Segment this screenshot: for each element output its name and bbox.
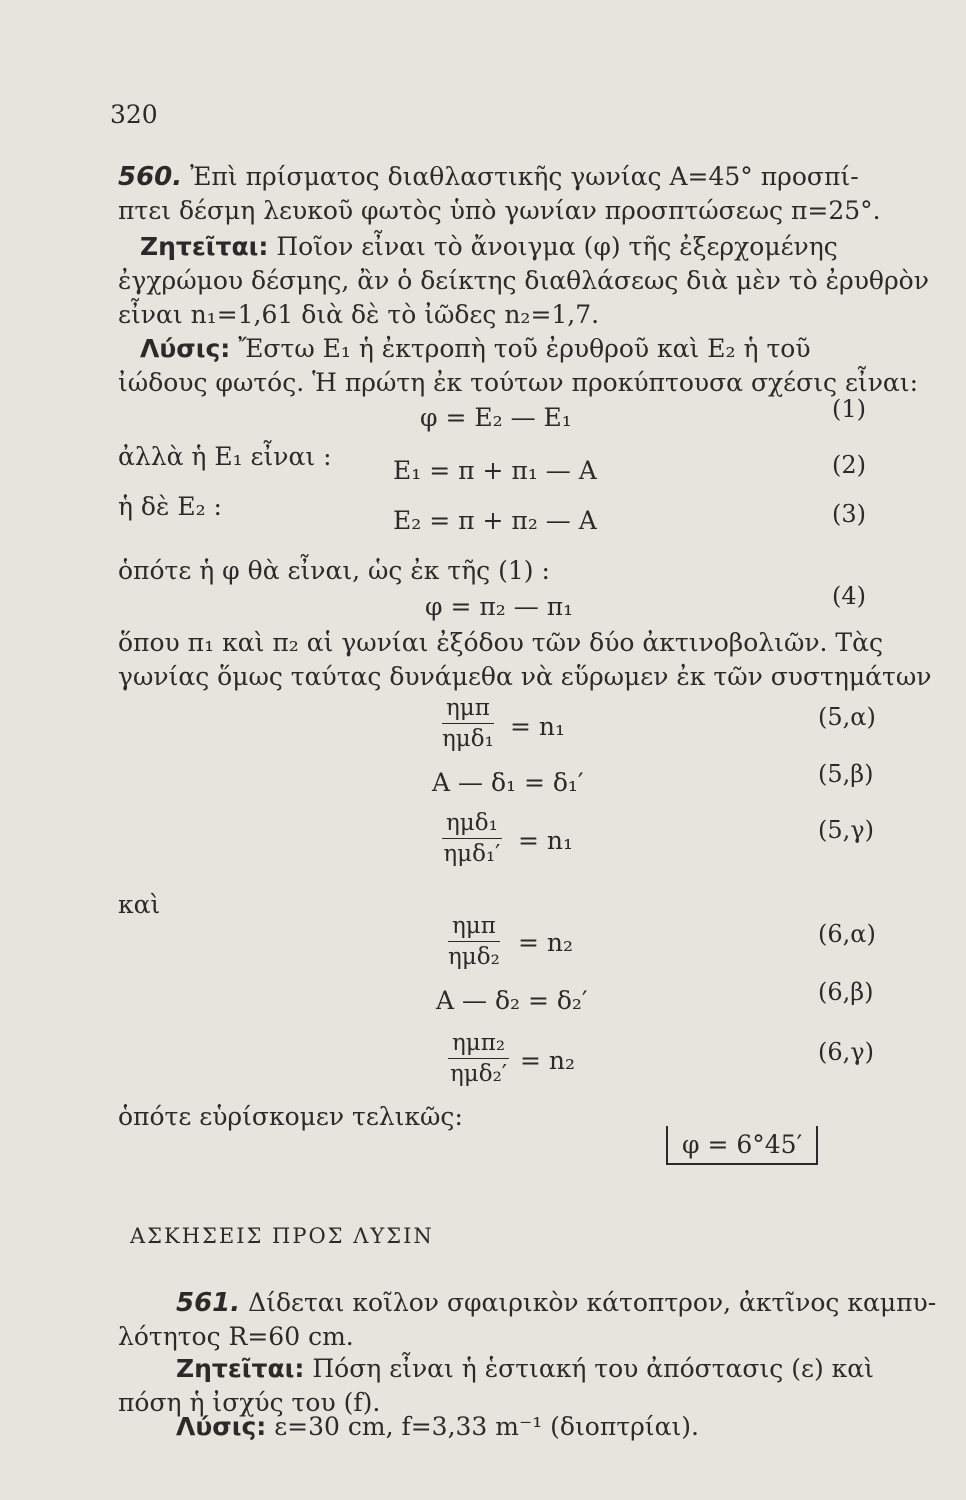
equation-6c-number: (6,γ) <box>818 1038 874 1066</box>
final-result-box <box>666 1126 818 1165</box>
problem-560-asked-line3: εἶναι n₁=1,61 διὰ δὲ τὸ ἰῶδες n₂=1,7. <box>118 300 600 329</box>
equation-5c-denominator: ημδ₁′ <box>443 841 501 867</box>
equation-6b-number: (6,β) <box>818 978 874 1006</box>
text-opou-line2: γωνίας ὅμως ταύτας δυνάμεθα νὰ εὕρωμεν ἐκ τῶν συστημάτων <box>118 662 932 691</box>
equation-5a-rhs: = n₁ <box>510 712 566 741</box>
equation-2: Ε₁ = π + π₁ — Α <box>393 456 597 485</box>
equation-5a-fraction <box>442 695 494 752</box>
asked-text-1: Ποῖον εἶναι τὸ ἄνοιγμα (φ) τῆς ἐξερχομένης <box>276 232 838 261</box>
equation-5c-rhs: = n₁ <box>518 826 574 855</box>
text-opote: ὁπότε ἡ φ θὰ εἶναι, ὡς ἐκ τῆς (1) : <box>118 556 550 585</box>
equation-6a-fraction <box>448 913 500 970</box>
problem-560-line1 <box>118 160 859 194</box>
equation-1-number: (1) <box>832 395 866 423</box>
problem-561-solution <box>176 1410 699 1444</box>
problem-561-statement-1: Δίδεται κοῖλον σφαιρικὸν κάτοπτρον, ἀκτῖνος καμπυ- <box>248 1288 937 1317</box>
equation-5a-number: (5,α) <box>818 703 876 731</box>
equation-6a-denominator: ημδ₂ <box>448 944 500 970</box>
text-de: ἡ δὲ Ε₂ : <box>118 492 222 521</box>
equation-3: Ε₂ = π + π₂ — Α <box>393 506 597 535</box>
problem-560-asked-line1 <box>140 230 838 264</box>
equation-6a-numerator: ημπ <box>448 913 500 942</box>
problem-561-asked-line2: πόση ἡ ἰσχύς του (f). <box>118 1388 381 1417</box>
equation-6c-fraction <box>448 1030 509 1087</box>
equation-6c-numerator: ημπ₂ <box>448 1030 509 1059</box>
problem-560-solution-line1 <box>140 332 811 366</box>
equation-5b-number: (5,β) <box>818 760 874 788</box>
equation-1: φ = Ε₂ — Ε₁ <box>420 403 572 432</box>
problem-560-statement-2: πτει δέσμη λευκοῦ φωτὸς ὑπὸ γωνίαν προσπτώσεως π=25°. <box>118 196 881 225</box>
problem-561-asked-line1 <box>176 1352 874 1386</box>
problem-560-number: 560. <box>118 162 183 192</box>
solution-label: Λύσις: <box>140 334 231 363</box>
equation-5b: Α — δ₁ = δ₁′ <box>432 768 584 797</box>
solution-text-1: Ἔστω Ε₁ ἡ ἐκτροπὴ τοῦ ἐρυθροῦ καὶ Ε₂ ἡ τοῦ <box>238 334 811 363</box>
equation-2-number: (2) <box>832 451 866 479</box>
equation-6a-rhs: = n₂ <box>518 928 574 957</box>
equation-4: φ = π₂ — π₁ <box>425 592 574 621</box>
problem-561-asked-text-1: Πόση εἶναι ἡ ἑστιακή του ἀπόστασις (ε) καὶ <box>312 1354 874 1383</box>
text-opou-line1: ὅπου π₁ καὶ π₂ αἱ γωνίαι ἐξόδου τῶν δύο ἀκτινοβολιῶν. Τὰς <box>118 628 883 657</box>
final-result: φ = 6°45′ <box>682 1130 803 1159</box>
text-kai: καὶ <box>118 890 161 919</box>
section-heading: ΑΣΚΗΣΕΙΣ ΠΡΟΣ ΛΥΣΙΝ <box>130 1224 434 1248</box>
equation-5c-fraction <box>442 810 502 867</box>
page-number: 320 <box>110 100 158 129</box>
asked-label: Ζητεῖται: <box>140 232 269 261</box>
equation-4-number: (4) <box>832 582 866 610</box>
problem-561-asked-label: Ζητεῖται: <box>176 1354 305 1383</box>
equation-3-number: (3) <box>832 500 866 528</box>
problem-561-solution-text: ε=30 cm, f=3,33 m⁻¹ (διοπτρίαι). <box>274 1412 699 1441</box>
equation-6c-denominator: ημδ₂′ <box>450 1061 508 1087</box>
equation-6c-rhs: = n₂ <box>520 1046 576 1075</box>
equation-5c-numerator: ημδ₁ <box>442 810 502 839</box>
text-final: ὁπότε εὑρίσκομεν τελικῶς: <box>118 1102 463 1131</box>
problem-560-asked-line2: ἐγχρώμου δέσμης, ἂν ὁ δείκτης διαθλάσεως διὰ μὲν τὸ ἐρυθρὸν <box>118 266 929 295</box>
problem-561-statement-2: λότητος R=60 cm. <box>118 1322 354 1351</box>
problem-561-line1 <box>176 1286 936 1320</box>
problem-561-number: 561. <box>176 1288 241 1318</box>
problem-561-solution-label: Λύσις: <box>176 1412 267 1441</box>
equation-5a-numerator: ημπ <box>442 695 494 724</box>
equation-6b: Α — δ₂ = δ₂′ <box>436 986 588 1015</box>
equation-5c-number: (5,γ) <box>818 816 874 844</box>
equation-6a-number: (6,α) <box>818 920 876 948</box>
problem-560-solution-line2: ἰώδους φωτός. Ἡ πρώτη ἐκ τούτων προκύπτουσα σχέσις εἶναι: <box>118 368 918 397</box>
equation-5a-denominator: ημδ₁ <box>442 726 494 752</box>
problem-560-statement-1: Ἐπὶ πρίσματος διαθλαστικῆς γωνίας Α=45° προσπί- <box>190 162 859 191</box>
text-alla: ἀλλὰ ἡ Ε₁ εἶναι : <box>118 442 332 471</box>
